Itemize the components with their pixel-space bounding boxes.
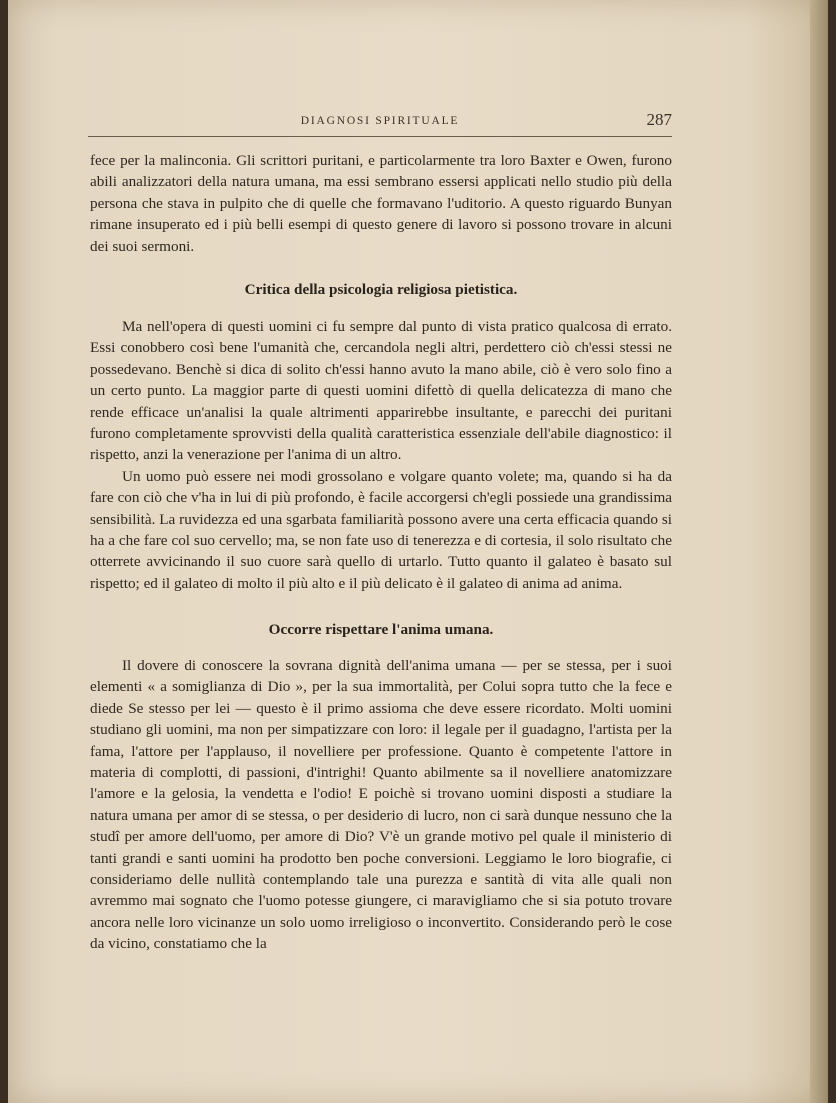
section-heading-rispettare: Occorre rispettare l'anima umana. bbox=[268, 621, 494, 638]
running-title: DIAGNOSI SPIRITUALE bbox=[300, 115, 460, 127]
section-intro-text bbox=[90, 150, 672, 257]
page-number: 287 bbox=[646, 110, 672, 129]
page-edge bbox=[810, 0, 828, 1103]
paragraph: fece per la malinconia. Gli scrittori puritani, e particolarmente tra loro Baxter e Owen, furono abili analizzatori della natura umana, ma essi sembrano essersi applicati nello studio più della persona che stava in pulpito che di quelle che formavano l'uditorio. A questo riguardo Bunyan rimane insuperato ed i più belli esempi di questo genere di lavoro si possono trovare in alcuni dei suoi sermoni. bbox=[90, 152, 672, 255]
running-head bbox=[88, 112, 672, 137]
section-rispettare-text bbox=[90, 655, 672, 955]
section-critica-text bbox=[90, 316, 672, 594]
paragraph: Il dovere di conoscere la sovrana dignità dell'anima umana — per se stessa, per i suoi elementi « a somiglianza di Dio », per la sua immortalità, per Colui sopra tutto che la fece e diede Se stesso per lei — questo è il primo assioma che deve essere ricordato. Molti uomini studiano gli uomini, ma non per simpatizzare con loro: il legale per il guadagno, l'artista per la fama, l'attore per l'applauso, il novelliere per professione. Quanto è competente l'attore in materia di complotti, di passioni, d'intrighi! Quanto abilmente sa il novelliere anatomizzare l'amore e la gelosia, la vendetta e l'odio! E poichè si trovano uomini disposti a studiare la natura umana per amor di se stessa, o per desiderio di lucro, non ci sarà dunque nessuno che la studî per amore dell'uomo, per amore di Dio? V'è un grande motivo pel quale il ministerio di tanti grandi e santi uomini ha prodotto ben poche conversioni. Leggiamo le loro biografie, ci consideriamo delle nullità contemplando tale una purezza e santità di vita alle quali non avremmo mai sognato che l'uomo potesse giungere, ci maravigliamo che si sia potuto trovare ancora nelle loro vicinanze un solo uomo irreligioso o inconvertito. Considerando però le cose da vicino, constatiamo che la bbox=[90, 657, 672, 953]
paragraph: Un uomo può essere nei modi grossolano e volgare quanto volete; ma, quando si ha da fare con ciò che v'ha in lui di più profondo, è facile accorgersi ch'egli possiede una grandissima sensibilità. La ruvidezza ed una sgarbata familiarità possono avere una certa efficacia quando si ha a che fare col suo cervello; ma, se non fate uso di tenerezza e di cortesia, il solo risultato che otterrete avvicinando il suo cuore sarà quello di urtarlo. Tutto quanto il galateo è basato sul rispetto; ed il galateo di molto il più alto e il più delicato è il galateo di anima ad anima. bbox=[90, 467, 672, 592]
book-page bbox=[8, 0, 828, 1103]
paragraph: Ma nell'opera di questi uomini ci fu sempre dal punto di vista pratico qualcosa di errato. Essi conobbero così bene l'umanità che, cercandola negli altri, perdettero ciò ch'essi stessi ne possedevano. Benchè si dica di solito ch'essi hanno avuto la mano abile, ciò è vero solo fino a un certo punto. La maggior parte di questi uomini difettò di quella delicatezza di mano che rende efficace un'analisi la quale altrimenti apparirebbe insultante, e parecchi dei puritani furono completamente sprovvisti della qualità caratteristica essenziale dell'abile diagnostico: il rispetto, anzi la venerazione per l'anima di un altro. bbox=[90, 318, 672, 464]
section-heading-critica: Critica della psicologia religiosa pietistica. bbox=[244, 281, 518, 298]
